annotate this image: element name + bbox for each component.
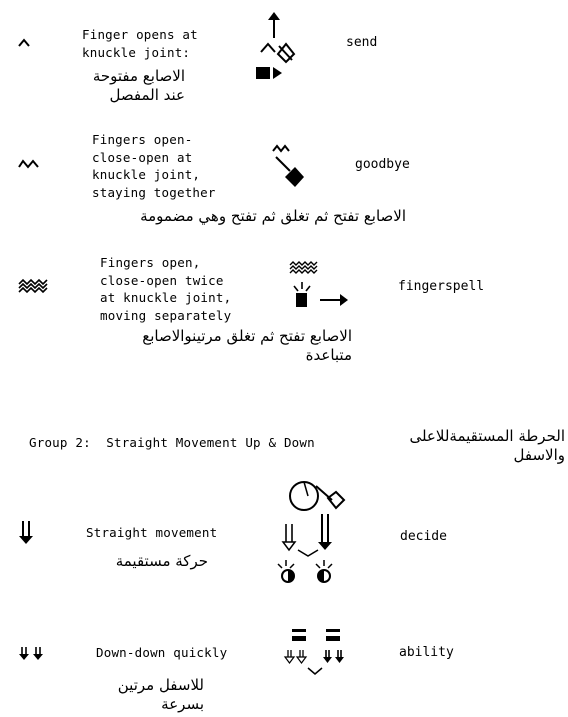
row-description: Straight movement — [86, 525, 218, 540]
row-description: Down-down quickly — [96, 645, 228, 660]
single-wave-symbol-icon — [18, 158, 40, 170]
group-title: Group 2: Straight Movement Up & Down — [29, 435, 315, 450]
goodbye-sign-icon — [270, 145, 310, 190]
sign-gloss: goodbye — [355, 157, 410, 172]
decide-sign-icon — [272, 478, 352, 588]
down-arrow-symbol-icon — [18, 520, 36, 546]
row-arabic: للاسفل مرتين بسرعة — [117, 676, 204, 713]
row-description: Finger opens at knuckle joint: — [82, 27, 198, 60]
row-description: Fingers open- close-open at knuckle joint, staying together — [92, 132, 216, 200]
send-sign-icon — [252, 10, 302, 82]
sign-gloss: send — [346, 35, 378, 50]
group-arabic: الحرطة المستقيمةللاعلى والاسفل — [409, 427, 565, 464]
caret-symbol-icon — [18, 38, 32, 48]
row-arabic: حركة مستقيمة — [115, 552, 208, 570]
triple-wave-symbol-icon — [18, 278, 48, 294]
row-arabic: الاصابع تفتح ثم تغلق ثم تفتح وهي مضمومة — [140, 207, 406, 225]
sign-gloss: decide — [400, 529, 447, 544]
row-arabic: الاصابع مفتوحة عند المفصل — [92, 67, 185, 104]
double-down-arrow-symbol-icon — [18, 646, 46, 662]
fingerspell-sign-icon — [286, 260, 352, 312]
row-description: Fingers open, close-open twice at knuckle joint, moving separately — [100, 255, 232, 323]
ability-sign-icon — [282, 626, 354, 678]
row-arabic: الاصابع تفتح ثم تغلق مرتينوالاصابع متباعدة — [142, 327, 352, 364]
sign-gloss: fingerspell — [398, 279, 485, 294]
sign-gloss: ability — [399, 645, 454, 660]
